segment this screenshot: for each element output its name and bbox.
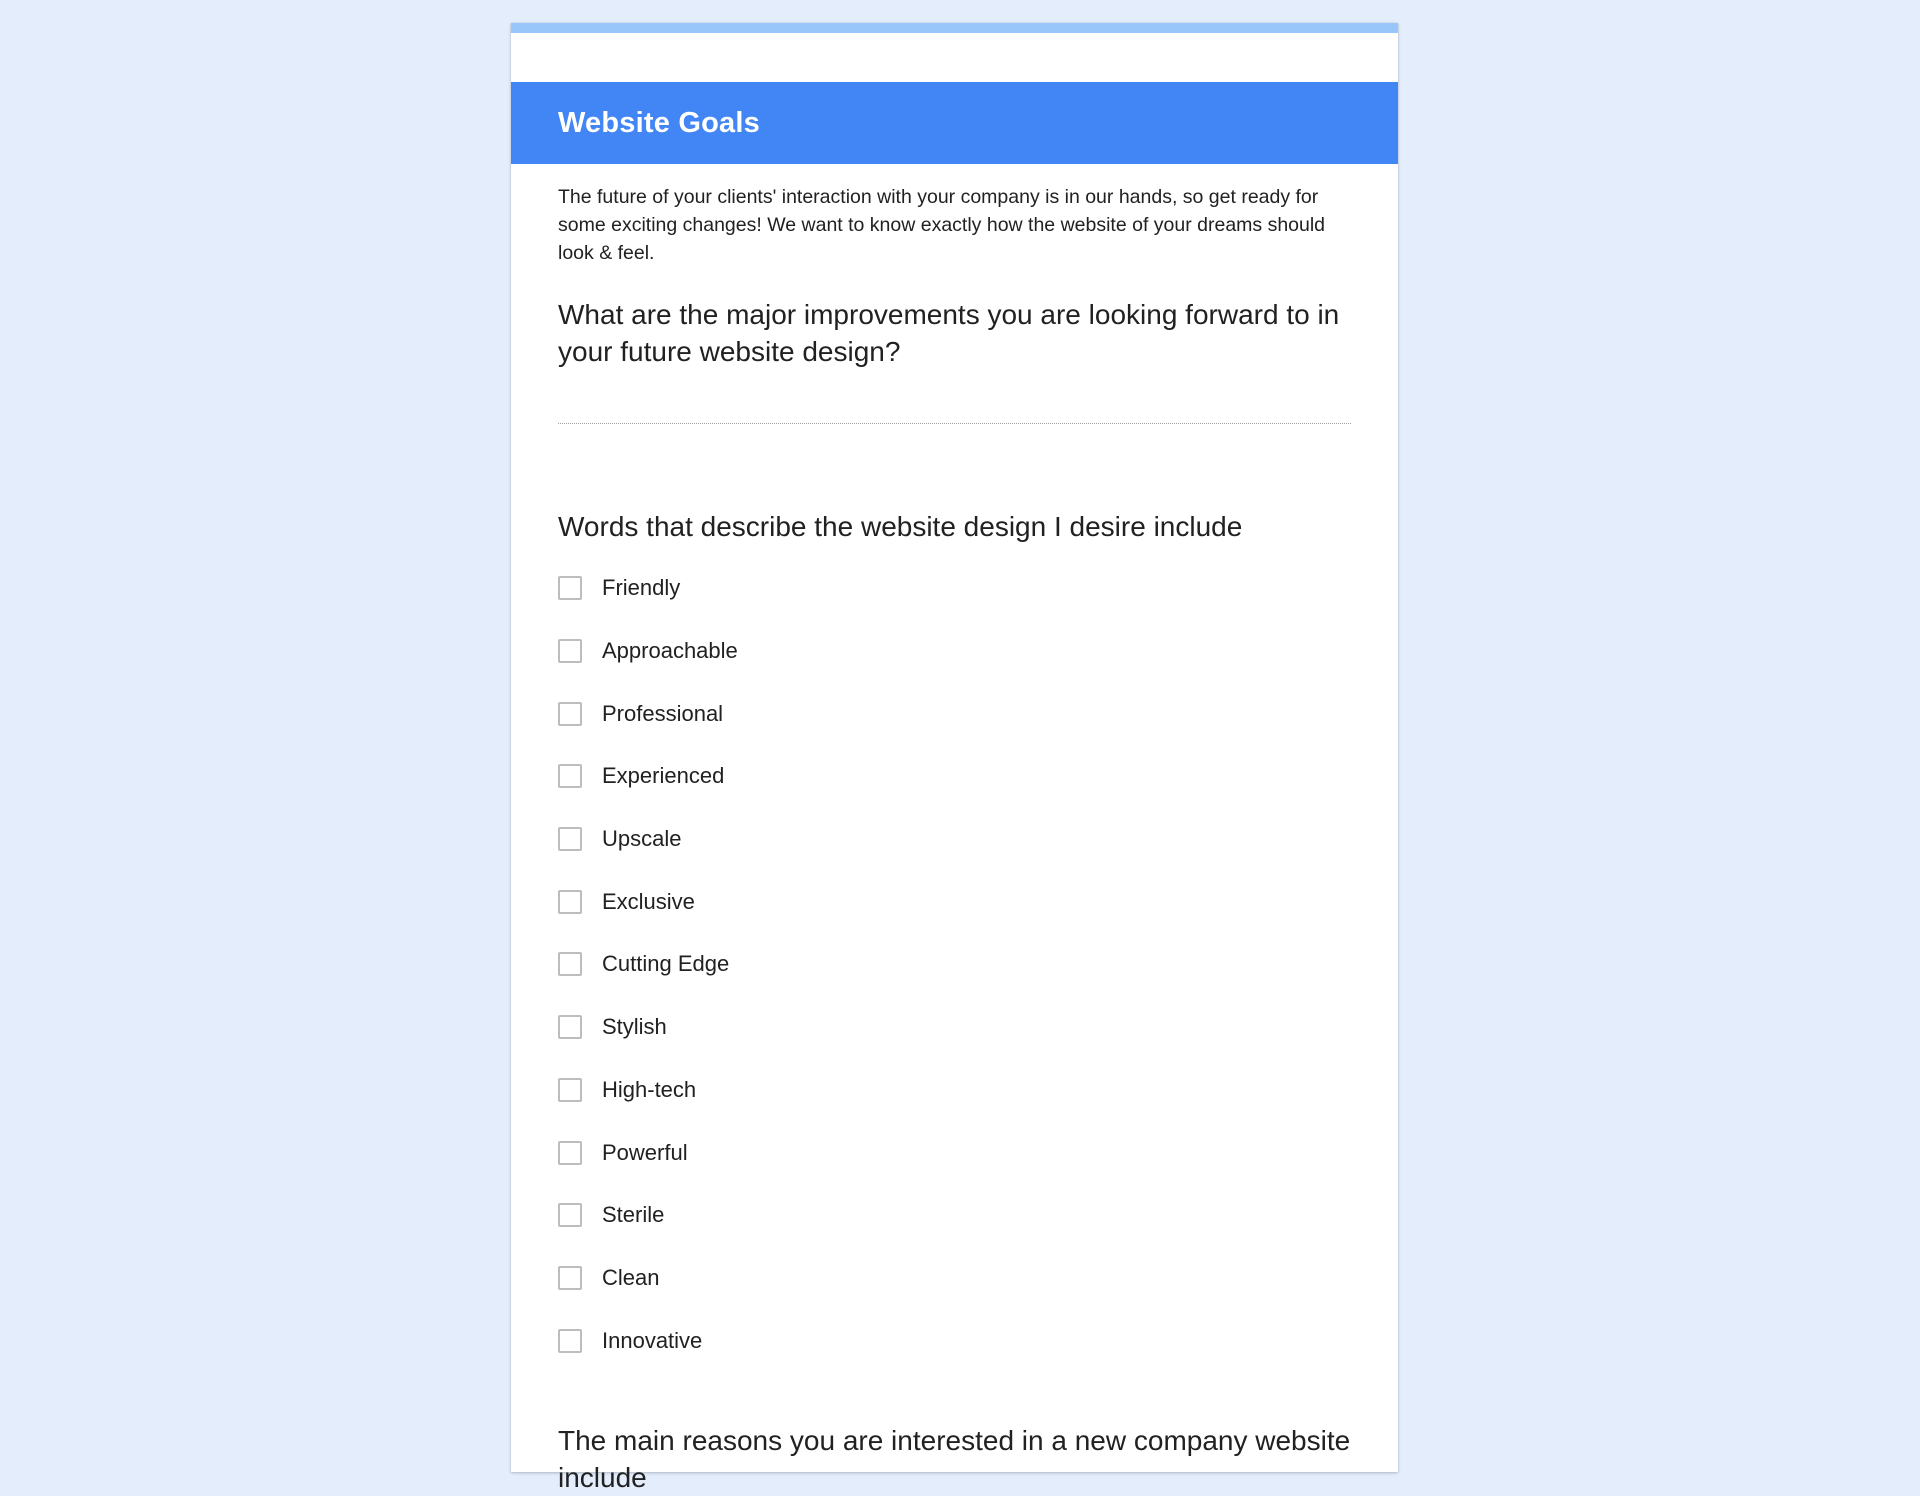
option-label: High-tech <box>602 1076 697 1102</box>
form-body <box>511 183 1398 1496</box>
option-exclusive[interactable] <box>558 870 1351 933</box>
checkbox[interactable] <box>558 1266 582 1290</box>
option-label: Friendly <box>602 575 681 601</box>
option-label: Exclusive <box>602 888 695 914</box>
option-label: Upscale <box>602 826 682 852</box>
checkbox[interactable] <box>558 764 582 788</box>
option-label: Clean <box>602 1264 660 1290</box>
question-main-reasons <box>558 1422 1351 1496</box>
option-label: Approachable <box>602 638 738 664</box>
checkbox[interactable] <box>558 827 582 851</box>
option-sterile[interactable] <box>558 1184 1351 1247</box>
question-improvements <box>558 296 1351 424</box>
question-design-words-title: Words that describe the website design I desire include <box>558 511 1243 542</box>
option-approachable[interactable] <box>558 620 1351 683</box>
option-label: Experienced <box>602 763 725 789</box>
option-high-tech[interactable] <box>558 1059 1351 1122</box>
option-label: Professional <box>602 700 724 726</box>
checkbox[interactable] <box>558 1329 582 1353</box>
option-professional[interactable] <box>558 682 1351 745</box>
form-card <box>511 23 1398 1493</box>
form-description: The future of your clients' interaction with your company is in our hands, so get ready for some exciting changes! We want to know exactly how the website of your dreams should look & feel. <box>558 186 1326 264</box>
option-cutting-edge[interactable] <box>558 933 1351 996</box>
form-title: Website Goals <box>558 106 760 139</box>
option-innovative[interactable] <box>558 1309 1351 1372</box>
checkbox[interactable] <box>558 1015 582 1039</box>
option-powerful[interactable] <box>558 1121 1351 1184</box>
option-label: Innovative <box>602 1327 703 1353</box>
checkbox[interactable] <box>558 702 582 726</box>
option-friendly[interactable] <box>558 557 1351 620</box>
checkbox[interactable] <box>558 639 582 663</box>
question-design-words <box>558 508 1351 1372</box>
option-label: Powerful <box>602 1139 688 1165</box>
checkbox[interactable] <box>558 890 582 914</box>
checkbox[interactable] <box>558 576 582 600</box>
option-label: Cutting Edge <box>602 951 730 977</box>
question-improvements-title: What are the major improvements you are looking forward to in your future website design? <box>558 299 1340 367</box>
header-spacer <box>511 33 1398 82</box>
option-upscale[interactable] <box>558 808 1351 871</box>
option-experienced[interactable] <box>558 745 1351 808</box>
option-label: Stylish <box>602 1014 667 1040</box>
option-clean[interactable] <box>558 1247 1351 1310</box>
checkbox[interactable] <box>558 952 582 976</box>
title-bar <box>511 82 1398 164</box>
option-label: Sterile <box>602 1202 665 1228</box>
checkbox[interactable] <box>558 1203 582 1227</box>
question-main-reasons-title: The main reasons you are interested in a new company website include <box>558 1424 1351 1493</box>
checkbox[interactable] <box>558 1141 582 1165</box>
design-words-option-list <box>558 557 1351 1372</box>
improvements-answer-input[interactable] <box>558 399 1351 424</box>
checkbox[interactable] <box>558 1078 582 1102</box>
option-stylish[interactable] <box>558 996 1351 1059</box>
top-accent-bar <box>511 23 1398 33</box>
